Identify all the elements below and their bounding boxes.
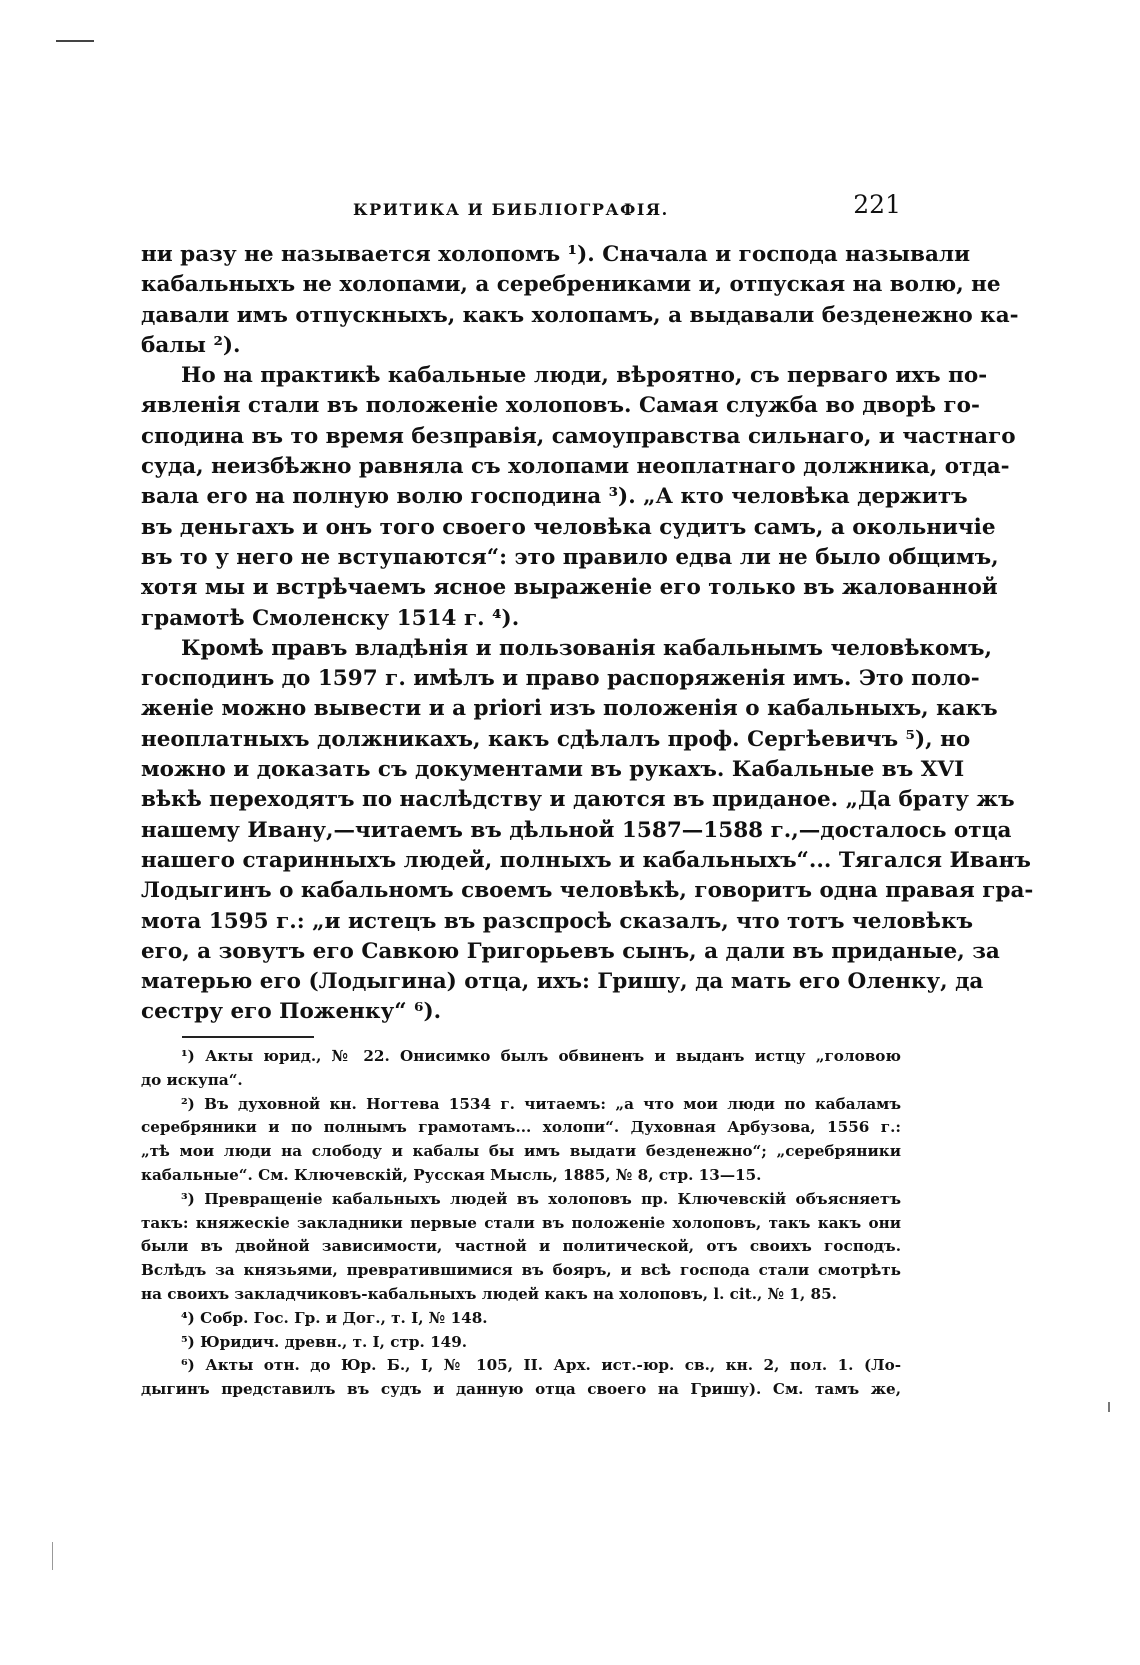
text-line: грамотѣ Смоленску 1514 г. ⁴). [141, 605, 520, 631]
main-text [141, 240, 1034, 1028]
text-line: матерью его (Лодыгина) отца, ихъ: Гришу, да мать его Оленку, да [141, 969, 984, 995]
running-title: КРИТИКА И БИБЛІОГРАФІЯ. [353, 200, 669, 219]
paragraph [141, 240, 1019, 361]
text-line: хотя мы и встрѣчаемъ ясное выраженіе его только въ жалованной [141, 575, 998, 601]
text-line: въ деньгахъ и онъ того своего человѣка судитъ самъ, а окольничіе [141, 514, 996, 540]
footnote-line: ⁴) Собр. Гос. Гр. и Дог., т. I, № 148. [181, 1308, 488, 1327]
footnote-line: ³) Превращеніе кабальныхъ людей въ холоповъ пр. Ключевскій объясняетъ [181, 1189, 901, 1208]
scan-margin-mark [1108, 1402, 1110, 1412]
text-line: Кромѣ правъ владѣнія и пользованія кабальнымъ человѣкомъ, [181, 635, 992, 661]
text-line: Но на практикѣ кабальные люди, вѣроятно, съ перваго ихъ по- [181, 363, 988, 389]
paragraph [141, 634, 1034, 1028]
footnotes [141, 1045, 901, 1402]
text-line: мота 1595 г.: „и истецъ въ разспросѣ сказалъ, что тотъ человѣкъ [141, 908, 974, 934]
text-line: ни разу не называется холопомъ ¹). Сначала и господа называли [141, 242, 971, 267]
text-line: кабальныхъ не холопами, а серебрениками и, отпуская на волю, не [141, 272, 1001, 298]
text-line: нашему Ивану,—читаемъ въ дѣльной 1587—1588 г.,—досталось отца [141, 817, 1012, 843]
footnote-line: дыгинъ представилъ въ судъ и данную отца своего на Гришу). См. тамъ же, [141, 1380, 901, 1399]
paragraph [141, 361, 1016, 634]
footnote-line: „тѣ мои люди на слободу и кабалы бы имъ выдати безденежно“; „серебряники [141, 1142, 901, 1161]
text-line: явленія стали въ положеніе холоповъ. Самая служба во дворѣ го- [141, 393, 980, 419]
text-line: женіе можно вывести и a priori изъ положенія о кабальныхъ, какъ [141, 696, 998, 722]
footnote-rule [182, 1036, 314, 1038]
text-line: сподина въ то время безправія, самоуправства сильнаго, и частнаго [141, 423, 1016, 449]
footnote-line: Вслѣдъ за князьями, превратившимися въ бояръ, и всѣ господа стали смотрѣть [141, 1261, 901, 1280]
text-line: Лодыгинъ о кабальномъ своемъ человѣкѣ, говоритъ одна правая гра- [141, 878, 1034, 904]
text-line: давали имъ отпускныхъ, какъ холопамъ, а выдавали безденежно ка- [141, 302, 1019, 328]
footnote-line: такъ: княжескіе закладники первые стали въ положеніе холоповъ, такъ какъ они [141, 1213, 901, 1232]
footnote-line: ⁶) Акты отн. до Юр. Б., I, № 105, II. Арх. ист.-юр. св., кн. 2, пол. 1. (Ло- [181, 1356, 901, 1375]
text-line: вала его на полную волю господина ³). „А кто человѣка держитъ [141, 484, 968, 510]
text-line: сестру его Поженку“ ⁶). [141, 999, 442, 1025]
footnote-line: на своихъ закладчиковъ-кабальныхъ людей какъ на холоповъ, l. cit., № 1, 85. [141, 1284, 837, 1303]
text-line: балы ²). [141, 332, 241, 358]
text-line: вѣкѣ переходятъ по наслѣдству и даются въ приданое. „Да брату жъ [141, 787, 1015, 813]
footnote-line: были въ двойной зависимости, частной и политической, отъ своихъ господъ. [141, 1237, 901, 1256]
text-line: въ то у него не вступаются“: это правило едва ли не было общимъ, [141, 544, 999, 570]
footnote-line: ⁵) Юридич. древн., т. I, стр. 149. [181, 1332, 468, 1351]
scan-margin-mark [56, 40, 94, 42]
text-line: его, а зовутъ его Савкою Григорьевъ сынъ, а дали въ приданые, за [141, 938, 1000, 964]
text-line: неоплатныхъ должникахъ, какъ сдѣлалъ проф. Сергѣевичъ ⁵), но [141, 726, 971, 752]
page-number: 221 [853, 190, 901, 219]
footnote-line: кабальные“. См. Ключевскій, Русская Мысль, 1885, № 8, стр. 13—15. [141, 1165, 762, 1184]
footnote-line: ²) Въ духовной кн. Ногтева 1534 г. читаемъ: „а что мои люди по кабаламъ [181, 1094, 901, 1113]
text-line: суда, неизбѣжно равняла съ холопами неоплатнаго должника, отда- [141, 454, 1010, 480]
page-header [141, 190, 901, 230]
scan-margin-mark [52, 1542, 53, 1570]
footnote-line: ¹) Акты юрид., № 22. Онисимко былъ обвиненъ и выданъ истцу „головою [181, 1047, 901, 1065]
text-line: господинъ до 1597 г. имѣлъ и право распоряженія имъ. Это поло- [141, 666, 980, 692]
footnote-line: до искупа“. [141, 1070, 243, 1089]
text-line: можно и доказать съ документами въ рукахъ. Кабальные въ XVI [141, 757, 965, 783]
footnote-line: серебряники и по полнымъ грамотамъ... холопи“. Духовная Арбузова, 1556 г.: [141, 1118, 901, 1137]
text-line: нашего старинныхъ людей, полныхъ и кабальныхъ“... Тягался Иванъ [141, 847, 1031, 873]
